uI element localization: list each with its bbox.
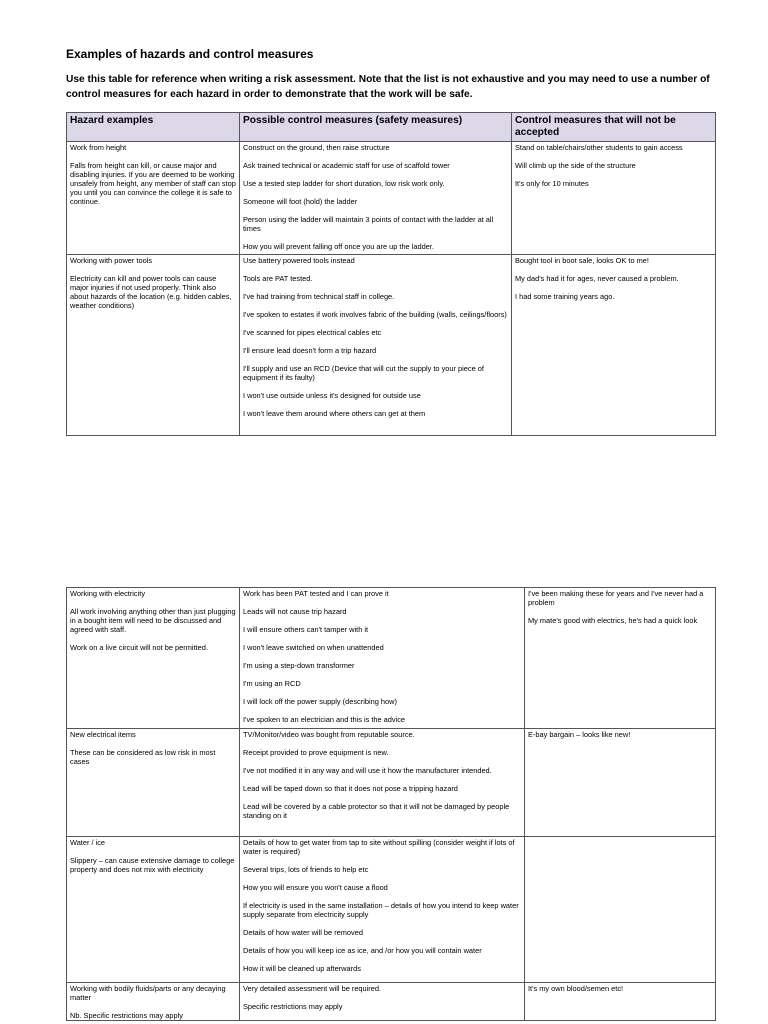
- rejected-measure-item: I've been making these for years and I've never had a problem: [528, 589, 704, 607]
- hazards-table-part-1: [66, 112, 716, 436]
- intro-paragraph: Use this table for reference when writing a risk assessment. Note that the list is not exhaustive and you may need to use a number of control measures for each hazard in order to demonstrate that the work will be safe.: [66, 74, 710, 100]
- rejected-measure-item: My dad's had it for ages, never caused a problem.: [515, 274, 679, 283]
- control-measure-item: Details of how water will be removed: [243, 928, 363, 937]
- hazard-text: Falls from height can kill, or cause major and disabling injuries. If you are deemed to be working unsafely from height, any member of staff can stop you until you can convince the college it is safe to continue.: [70, 161, 236, 206]
- control-measure-item: I won't use outside unless it's designed for outside use: [243, 391, 421, 400]
- hazard-text: Working with power tools: [70, 256, 153, 265]
- control-measure-item: I've scanned for pipes electrical cables etc: [243, 328, 382, 337]
- control-measure-item: Very detailed assessment will be required.: [243, 984, 382, 993]
- control-measure-item: How it will be cleaned up afterwards: [243, 964, 361, 973]
- rejected-measures-cell: [525, 983, 716, 1021]
- control-measures-cell: [240, 837, 525, 983]
- hazard-cell: [67, 729, 240, 837]
- rejected-measure-item: My mate's good with electrics, he's had a quick look: [528, 616, 698, 625]
- rejected-measure-item: Will climb up the side of the structure: [515, 161, 636, 170]
- header-possible-control-measures: Possible control measures (safety measures): [240, 113, 512, 142]
- control-measure-item: Person using the ladder will maintain 3 points of contact with the ladder at all times: [243, 215, 494, 233]
- table-row: [67, 588, 716, 729]
- control-measure-item: Ask trained technical or academic staff for use of scaffold tower: [243, 161, 450, 170]
- control-measure-item: Use battery powered tools instead: [243, 256, 355, 265]
- control-measures-cell: [240, 142, 512, 255]
- table-row: [67, 983, 716, 1021]
- table-row: [67, 255, 716, 436]
- control-measure-item: How you will prevent falling off once you are up the ladder.: [243, 242, 434, 251]
- hazard-cell: [67, 142, 240, 255]
- rejected-measure-item: E-bay bargain – looks like new!: [528, 730, 631, 739]
- control-measure-item: I'll supply and use an RCD (Device that will cut the supply to your piece of equipment if its faulty): [243, 364, 484, 382]
- rejected-measure-item: It's my own blood/semen etc!: [528, 984, 624, 993]
- rejected-measures-cell: [512, 255, 716, 436]
- hazard-text: Nb. Specific restrictions may apply: [70, 1011, 183, 1020]
- rejected-measure-item: Bought tool in boot sale, looks OK to me!: [515, 256, 649, 265]
- hazard-text: These can be considered as low risk in most cases: [70, 748, 216, 766]
- hazard-text: Water / ice: [70, 838, 106, 847]
- hazards-table-part-2: [66, 587, 716, 1021]
- hazard-text: Work from height: [70, 143, 127, 152]
- control-measures-cell: [240, 983, 525, 1021]
- control-measures-cell: [240, 588, 525, 729]
- hazard-cell: [67, 588, 240, 729]
- control-measure-item: I will ensure others can't tamper with it: [243, 625, 369, 634]
- control-measure-item: I'll ensure lead doesn't form a trip hazard: [243, 346, 377, 355]
- control-measure-item: I've spoken to estates if work involves fabric of the building (walls, ceilings/floors): [243, 310, 507, 319]
- control-measure-item: Work has been PAT tested and I can prove it: [243, 589, 389, 598]
- hazard-cell: [67, 983, 240, 1021]
- control-measure-item: Details of how to get water from tap to site without spilling (consider weight if lots of water is required): [243, 838, 515, 856]
- control-measure-item: Someone will foot (hold) the ladder: [243, 197, 358, 206]
- table-header-row: [67, 113, 716, 142]
- hazard-text: Working with bodily fluids/parts or any decaying matter: [70, 984, 226, 1002]
- hazard-text: Electricity can kill and power tools can cause major injuries if not used properly. Think also about hazards of the location (e.g. hidden cables, weather conditions): [70, 274, 232, 310]
- table-row: [67, 142, 716, 255]
- rejected-measure-item: I had some training years ago.: [515, 292, 615, 301]
- control-measure-item: How you will ensure you won't cause a flood: [243, 883, 388, 892]
- control-measure-item: I will lock off the power supply (describing how): [243, 697, 397, 706]
- control-measure-item: Specific restrictions may apply: [243, 1002, 343, 1011]
- rejected-measures-cell: [512, 142, 716, 255]
- control-measure-item: Construct on the ground, then raise structure: [243, 143, 390, 152]
- hazard-text: All work involving anything other than just plugging in a bought item will need to be discussed and agreed with staff.: [70, 607, 236, 634]
- hazard-cell: [67, 255, 240, 436]
- hazard-text: Working with electricity: [70, 589, 146, 598]
- control-measure-item: Lead will be covered by a cable protector so that it will not be damaged by people standing on it: [243, 802, 510, 820]
- control-measure-item: If electricity is used in the same installation – details of how you intend to keep water supply separate from electricity supply: [243, 901, 519, 919]
- control-measure-item: I won't leave switched on when unattended: [243, 643, 384, 652]
- control-measure-item: I'm using an RCD: [243, 679, 301, 688]
- rejected-measure-item: It's only for 10 minutes: [515, 179, 589, 188]
- control-measure-item: Leads will not cause trip hazard: [243, 607, 347, 616]
- rejected-measures-cell: [525, 837, 716, 983]
- control-measure-item: Receipt provided to prove equipment is new.: [243, 748, 389, 757]
- control-measure-item: I'm using a step-down transformer: [243, 661, 355, 670]
- control-measure-item: I've not modified it in any way and will use it how the manufacturer intended.: [243, 766, 492, 775]
- table-row: [67, 729, 716, 837]
- control-measure-item: Use a tested step ladder for short duration, low risk work only.: [243, 179, 445, 188]
- control-measures-cell: [240, 729, 525, 837]
- control-measure-item: Lead will be taped down so that it does not pose a tripping hazard: [243, 784, 458, 793]
- control-measure-item: I won't leave them around where others can get at them: [243, 409, 426, 418]
- hazard-text: Slippery – can cause extensive damage to college property and does not mix with electricity: [70, 856, 235, 874]
- table-row: [67, 837, 716, 983]
- control-measure-item: Details of how you will keep ice as ice, and /or how you will contain water: [243, 946, 482, 955]
- control-measure-item: Several trips, lots of friends to help etc: [243, 865, 369, 874]
- control-measure-item: Tools are PAT tested.: [243, 274, 313, 283]
- hazard-cell: [67, 837, 240, 983]
- hazard-text: Work on a live circuit will not be permitted.: [70, 643, 208, 652]
- rejected-measures-cell: [525, 729, 716, 837]
- document-title: Examples of hazards and control measures: [66, 47, 314, 61]
- header-rejected-control-measures: Control measures that will not be accepted: [512, 113, 716, 142]
- rejected-measures-cell: [525, 588, 716, 729]
- header-hazard-examples: Hazard examples: [67, 113, 240, 142]
- hazard-text: New electrical items: [70, 730, 136, 739]
- rejected-measure-item: Stand on table/chairs/other students to gain access: [515, 143, 683, 152]
- control-measures-cell: [240, 255, 512, 436]
- control-measure-item: TV/Monitor/video was bought from reputable source.: [243, 730, 415, 739]
- control-measure-item: I've spoken to an electrician and this is the advice: [243, 715, 406, 724]
- control-measure-item: I've had training from technical staff in college.: [243, 292, 395, 301]
